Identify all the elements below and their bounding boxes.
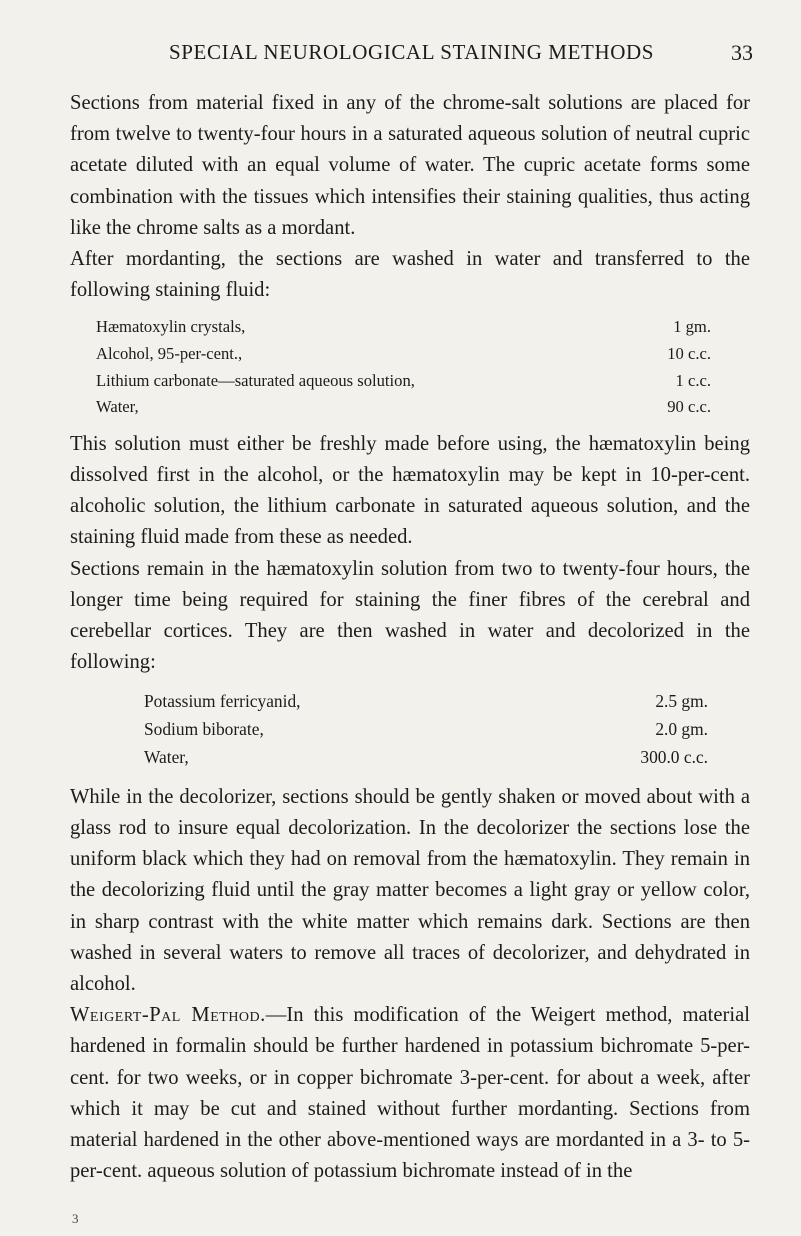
ingredient: Water, [144, 747, 189, 768]
ingredient: Potassium ferricyanid, [144, 691, 301, 712]
body-text [70, 88, 750, 1187]
formula-row [144, 744, 708, 772]
staining-fluid-formula [96, 314, 711, 420]
ingredient: Sodium biborate, [144, 719, 264, 740]
paragraph-6-text: —In this modification of the Weigert method, material hardened in formalin should be further hardened in potassium bichromate 5-per-cent. for two weeks, or in copper bichromate 3-per-cent. for about a week, after which it may be cut and stained without further mordanting. Sections from material hardened in the other above-mentioned ways are mordanted in a 3- to 5-per-cent. aqueous solution of potassium bichromate instead of in the [70, 1004, 750, 1183]
formula-row [96, 341, 711, 368]
amount: 1 gm. [673, 317, 711, 337]
amount: 1 c.c. [675, 370, 711, 390]
paragraph-4: Sections remain in the hæmatoxylin solution from two to twenty-four hours, the longer time being required for staining the finer fibres of the cerebral and cerebellar cortices. They are then washed in water and decolorized in the following: [70, 557, 750, 674]
paragraph-3: This solution must either be freshly made before using, the hæmatoxylin being dissolved first in the alcohol, or the hæmatoxylin may be kept in 10-per-cent. alcoholic solution, the lithium carbonate in saturated aqueous solution, and the staining fluid made from these as needed. [70, 432, 750, 549]
ingredient: Water, [96, 397, 139, 417]
amount: 90 c.c. [667, 397, 711, 417]
ingredient: Lithium carbonate—saturated aqueous solution, [96, 370, 415, 390]
paragraph-6 [70, 1000, 750, 1187]
formula-row [144, 688, 708, 716]
running-header [70, 40, 753, 70]
formula-row [96, 314, 711, 341]
running-title: SPECIAL NEUROLOGICAL STAINING METHODS [168, 40, 655, 64]
amount: 10 c.c. [667, 344, 711, 364]
signature-mark: 3 [72, 1211, 79, 1226]
paragraph-5: While in the decolorizer, sections should be gently shaken or moved about with a glass rod to insure equal decolorization. In the decolorizer the sections lose the uniform black which they had on removal from the hæmatoxylin. They remain in the decolorizing fluid until the gray matter becomes a light gray or yellow color, in sharp contrast with the white matter which remains dark. Sections are then washed in several waters to remove all traces of decolorizer, and dehydrated in alcohol. [70, 785, 750, 996]
ingredient: Alcohol, 95-per-cent., [96, 344, 243, 364]
amount: 300.0 c.c. [640, 747, 708, 768]
decolorizer-formula [144, 688, 708, 771]
amount: 2.5 gm. [655, 691, 708, 712]
section-heading: Weigert-Pal Method. [70, 1004, 266, 1027]
paragraph-2: After mordanting, the sections are washed in water and transferred to the following staining fluid: [70, 248, 750, 302]
formula-row [144, 716, 708, 744]
formula-row [96, 368, 711, 395]
formula-row [96, 394, 711, 421]
page-number: 33 [731, 40, 753, 65]
amount: 2.0 gm. [655, 719, 708, 740]
paragraph-1: Sections from material fixed in any of the chrome-salt solutions are placed for from twelve to twenty-four hours in a saturated aqueous solution of neutral cupric acetate diluted with an equal volume of water. The cupric acetate forms some combination with the tissues which intensifies their staining qualities, thus acting like the chrome salts as a mordant. [70, 92, 750, 239]
ingredient: Hæmatoxylin crystals, [96, 317, 246, 337]
